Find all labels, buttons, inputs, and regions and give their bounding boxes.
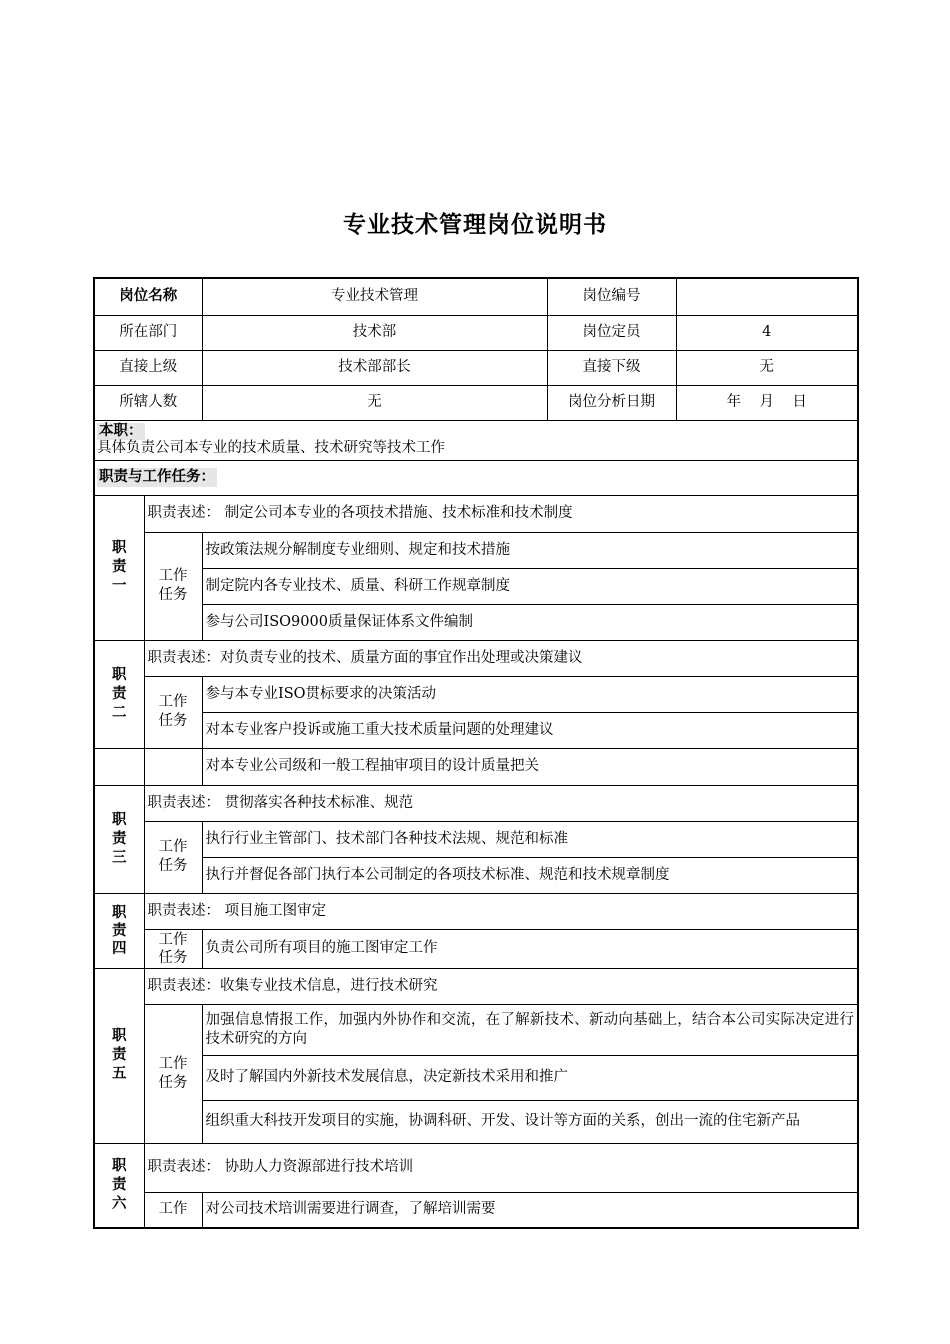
duty-5-task-row xyxy=(94,1055,858,1100)
duty-3-task-row xyxy=(94,821,858,857)
duty-1-statement: 职责表述： 制定公司本专业的各项技术措施、技术标准和技术制度 xyxy=(144,495,858,532)
duty-4-name: 职 责 四 xyxy=(94,893,144,968)
headcount-label: 岗位定员 xyxy=(547,315,676,350)
duty-3-name: 职 责 三 xyxy=(94,785,144,893)
duty-6-statement: 职责表述： 协助人力资源部进行技术培训 xyxy=(144,1143,858,1192)
duty-2-name: 职 责 二 xyxy=(94,640,144,748)
superior-label: 直接上级 xyxy=(94,350,202,385)
duty-4-work-label: 工作 任务 xyxy=(144,929,202,968)
position-name-value: 专业技术管理 xyxy=(202,278,547,315)
duty-5-task-row xyxy=(94,1004,858,1055)
row-managed xyxy=(94,385,858,420)
duty-2-statement: 职责表述：对负责专业的技术、质量方面的事宜作出处理或决策建议 xyxy=(144,640,858,676)
subordinate-value: 无 xyxy=(676,350,858,385)
duty-3-task-1: 执行行业主管部门、技术部门各种技术法规、规范和标准 xyxy=(202,821,858,857)
duty-1-task-3: 参与公司ISO9000质量保证体系文件编制 xyxy=(202,604,858,640)
duty-1-work-label: 工作 任务 xyxy=(144,532,202,640)
duty-2-task-row xyxy=(94,712,858,748)
job-description-table xyxy=(93,277,859,1229)
duty-2-work-label: 工作 任务 xyxy=(144,676,202,748)
row-duties-heading xyxy=(94,460,858,495)
duty-1-task-1: 按政策法规分解制度专业细则、规定和技术措施 xyxy=(202,532,858,568)
row-department xyxy=(94,315,858,350)
duty-2-task-2: 对本专业客户投诉或施工重大技术质量问题的处理建议 xyxy=(202,712,858,748)
page-title: 专业技术管理岗位说明书 xyxy=(343,212,607,238)
department-label: 所在部门 xyxy=(94,315,202,350)
duty-1-task-row xyxy=(94,568,858,604)
position-code-label: 岗位编号 xyxy=(547,278,676,315)
duty-1-task-row xyxy=(94,604,858,640)
duty-5-task-3: 组织重大科技开发项目的实施，协调科研、开发、设计等方面的关系，创出一流的住宅新产品 xyxy=(202,1100,858,1143)
analysis-date-value: 年 月 日 xyxy=(676,385,858,420)
duty-4-statement-row xyxy=(94,893,858,929)
duty-6-task-row xyxy=(94,1192,858,1228)
duty-2-task-row xyxy=(94,676,858,712)
duty-2-statement-row xyxy=(94,640,858,676)
analysis-date-label: 岗位分析日期 xyxy=(547,385,676,420)
summary-label: 本职： xyxy=(99,423,143,439)
duty-4-task-row xyxy=(94,929,858,968)
duties-label: 职责与工作任务： xyxy=(99,469,215,485)
duty-2-task-1: 参与本专业ISO贯标要求的决策活动 xyxy=(202,676,858,712)
duty-2-task-row-extra xyxy=(94,748,858,785)
duty-1-task-2: 制定院内各专业技术、质量、科研工作规章制度 xyxy=(202,568,858,604)
superior-value: 技术部部长 xyxy=(202,350,547,385)
duty-5-work-label: 工作 任务 xyxy=(144,1004,202,1143)
duty-3-task-2: 执行并督促各部门执行本公司制定的各项技术标准、规范和技术规章制度 xyxy=(202,857,858,893)
duty-5-task-1: 加强信息情报工作，加强内外协作和交流，在了解新技术、新动向基础上，结合本公司实际决定进行技术研究的方向 xyxy=(202,1004,858,1055)
managed-label: 所辖人数 xyxy=(94,385,202,420)
summary-text: 具体负责公司本专业的技术质量、技术研究等技术工作 xyxy=(97,440,445,456)
duty-6-work-label: 工作 xyxy=(144,1192,202,1228)
duty-5-statement: 职责表述：收集专业技术信息，进行技术研究 xyxy=(144,968,858,1004)
duty-2-task-3: 对本专业公司级和一般工程抽审项目的设计质量把关 xyxy=(202,748,858,785)
duty-5-task-2: 及时了解国内外新技术发展信息，决定新技术采用和推广 xyxy=(202,1055,858,1100)
subordinate-label: 直接下级 xyxy=(547,350,676,385)
duty-1-name: 职 责 一 xyxy=(94,495,144,640)
duty-5-name: 职 责 五 xyxy=(94,968,144,1143)
duty-6-statement-row xyxy=(94,1143,858,1192)
row-summary xyxy=(94,420,858,460)
duty-3-statement-row xyxy=(94,785,858,821)
position-name-label: 岗位名称 xyxy=(94,278,202,315)
duty-1-task-row xyxy=(94,532,858,568)
duty-5-task-row xyxy=(94,1100,858,1143)
row-superior xyxy=(94,350,858,385)
duty-3-work-label: 工作 任务 xyxy=(144,821,202,893)
managed-value: 无 xyxy=(202,385,547,420)
duty-3-task-row xyxy=(94,857,858,893)
duty-1-statement-row xyxy=(94,495,858,532)
department-value: 技术部 xyxy=(202,315,547,350)
duty-4-statement: 职责表述： 项目施工图审定 xyxy=(144,893,858,929)
duty-4-task-1: 负责公司所有项目的施工图审定工作 xyxy=(202,929,858,968)
row-position-name xyxy=(94,278,858,315)
duty-5-statement-row xyxy=(94,968,858,1004)
duty-6-name: 职 责 六 xyxy=(94,1143,144,1228)
headcount-value: 4 xyxy=(676,315,858,350)
duty-3-statement: 职责表述： 贯彻落实各种技术标准、规范 xyxy=(144,785,858,821)
duty-6-task-1: 对公司技术培训需要进行调查，了解培训需要 xyxy=(202,1192,858,1228)
position-code-value xyxy=(676,278,858,315)
